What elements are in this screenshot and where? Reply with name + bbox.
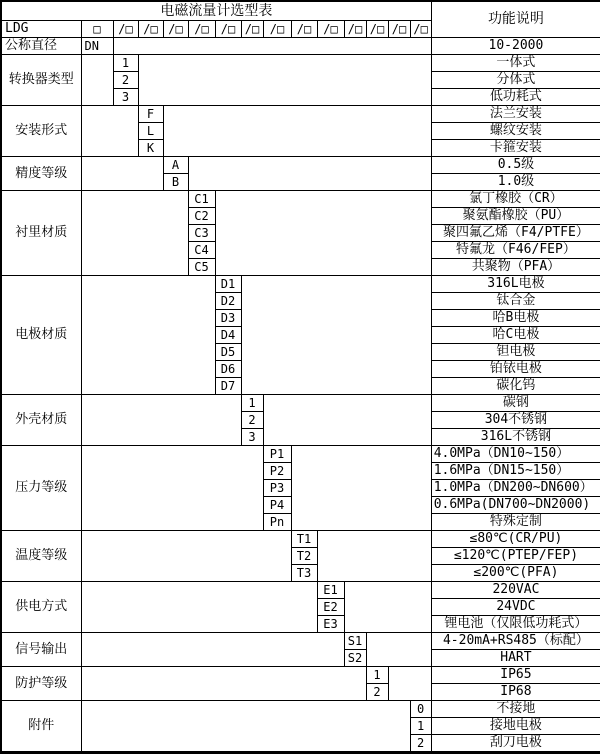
model-slot: /□ bbox=[138, 21, 163, 38]
option-code: C1 bbox=[188, 191, 215, 208]
option-code: P3 bbox=[263, 480, 291, 497]
category-label-electrode: 电极材质 bbox=[1, 276, 81, 395]
model-slot: /□ bbox=[317, 21, 344, 38]
option-desc: ≤80℃(CR/PU) bbox=[431, 531, 600, 548]
option-code: K bbox=[138, 140, 163, 157]
category-label-pressure: 压力等级 bbox=[1, 446, 81, 531]
option-code: 1 bbox=[410, 718, 431, 735]
model-slot: /□ bbox=[113, 21, 138, 38]
option-desc: 碳钢 bbox=[431, 395, 600, 412]
spacer-cell bbox=[188, 157, 431, 191]
option-desc: 0.5级 bbox=[431, 157, 600, 174]
option-code: T2 bbox=[291, 548, 317, 565]
option-code: E2 bbox=[317, 599, 344, 616]
option-desc: 220VAC bbox=[431, 582, 600, 599]
spacer-cell bbox=[81, 106, 138, 157]
spacer-cell bbox=[81, 395, 241, 446]
model-prefix: LDG bbox=[1, 21, 81, 38]
function-column-header: 功能说明 bbox=[431, 1, 600, 38]
category-label-lining: 衬里材质 bbox=[1, 191, 81, 276]
option-desc: 钽电极 bbox=[431, 344, 600, 361]
option-code: E3 bbox=[317, 616, 344, 633]
spacer-cell bbox=[215, 191, 431, 276]
spacer-cell bbox=[113, 38, 431, 55]
model-slot: /□ bbox=[263, 21, 291, 38]
option-code: L bbox=[138, 123, 163, 140]
option-code: B bbox=[163, 174, 188, 191]
option-desc: 特殊定制 bbox=[431, 514, 600, 531]
option-code: Pn bbox=[263, 514, 291, 531]
spacer-cell bbox=[81, 191, 188, 276]
option-desc: IP65 bbox=[431, 667, 600, 684]
option-desc: 1.6MPa（DN15~150） bbox=[431, 463, 600, 480]
option-desc: 24VDC bbox=[431, 599, 600, 616]
option-code: T3 bbox=[291, 565, 317, 582]
option-code: C3 bbox=[188, 225, 215, 242]
option-desc: 卡箍安装 bbox=[431, 140, 600, 157]
option-desc: 铂铱电极 bbox=[431, 361, 600, 378]
option-desc: 316L电极 bbox=[431, 276, 600, 293]
spacer-cell bbox=[138, 55, 431, 106]
option-code: D4 bbox=[215, 327, 241, 344]
option-code: T1 bbox=[291, 531, 317, 548]
option-desc: 1.0MPa（DN200~DN600） bbox=[431, 480, 600, 497]
option-code: F bbox=[138, 106, 163, 123]
model-box: □ bbox=[81, 21, 113, 38]
option-code: 1 bbox=[241, 395, 263, 412]
option-desc: 低功耗式 bbox=[431, 89, 600, 106]
option-desc: 共聚物（PFA） bbox=[431, 259, 600, 276]
spacer-cell bbox=[81, 633, 344, 667]
option-code: D3 bbox=[215, 310, 241, 327]
category-label-housing: 外壳材质 bbox=[1, 395, 81, 446]
option-code: S1 bbox=[344, 633, 366, 650]
option-code: 0 bbox=[410, 701, 431, 718]
option-desc: 1.0级 bbox=[431, 174, 600, 191]
option-code: DN bbox=[81, 38, 113, 55]
option-code: 2 bbox=[366, 684, 388, 701]
option-desc: ≤200℃(PFA) bbox=[431, 565, 600, 582]
option-desc: HART bbox=[431, 650, 600, 667]
spacer-cell bbox=[388, 667, 431, 701]
model-slot: /□ bbox=[366, 21, 388, 38]
spacer-cell bbox=[81, 582, 317, 633]
spacer-cell bbox=[291, 446, 431, 531]
spacer-cell bbox=[81, 446, 263, 531]
option-code: E1 bbox=[317, 582, 344, 599]
spacer-cell bbox=[317, 531, 431, 582]
option-desc: 接地电极 bbox=[431, 718, 600, 735]
model-slot: /□ bbox=[241, 21, 263, 38]
option-desc: IP68 bbox=[431, 684, 600, 701]
option-desc: 聚氨酯橡胶（PU） bbox=[431, 208, 600, 225]
option-desc: 10-2000 bbox=[431, 38, 600, 55]
option-desc: 不接地 bbox=[431, 701, 600, 718]
option-desc: 一体式 bbox=[431, 55, 600, 72]
option-desc: 304不锈钢 bbox=[431, 412, 600, 429]
category-label-installation: 安装形式 bbox=[1, 106, 81, 157]
option-desc: 氯丁橡胶（CR） bbox=[431, 191, 600, 208]
option-desc: 哈C电极 bbox=[431, 327, 600, 344]
option-desc: 法兰安装 bbox=[431, 106, 600, 123]
option-desc: 聚四氟乙烯（F4/PTFE） bbox=[431, 225, 600, 242]
option-code: 3 bbox=[241, 429, 263, 446]
spacer-cell bbox=[81, 276, 215, 395]
spacer-cell bbox=[81, 531, 291, 582]
model-slot: /□ bbox=[215, 21, 241, 38]
model-slot: /□ bbox=[163, 21, 188, 38]
option-code: 3 bbox=[113, 89, 138, 106]
option-code: S2 bbox=[344, 650, 366, 667]
option-code: 2 bbox=[410, 735, 431, 753]
spacer-cell bbox=[263, 395, 431, 446]
spacer-cell bbox=[241, 276, 431, 395]
option-code: D1 bbox=[215, 276, 241, 293]
option-code: C2 bbox=[188, 208, 215, 225]
spacer-cell bbox=[81, 55, 113, 106]
spacer-cell bbox=[81, 701, 410, 753]
spacer-cell bbox=[81, 157, 163, 191]
option-desc: 4.0MPa（DN10~150） bbox=[431, 446, 600, 463]
option-code: 1 bbox=[113, 55, 138, 72]
category-label-diameter: 公称直径 bbox=[1, 38, 81, 55]
option-code: D2 bbox=[215, 293, 241, 310]
category-label-power-supply: 供电方式 bbox=[1, 582, 81, 633]
option-code: 1 bbox=[366, 667, 388, 684]
option-desc: ≤120℃(PTEP/FEP) bbox=[431, 548, 600, 565]
option-desc: 碳化钨 bbox=[431, 378, 600, 395]
category-label-protection: 防护等级 bbox=[1, 667, 81, 701]
table-title: 电磁流量计选型表 bbox=[1, 1, 431, 21]
category-label-accessories: 附件 bbox=[1, 701, 81, 753]
option-code: 2 bbox=[241, 412, 263, 429]
option-code: C5 bbox=[188, 259, 215, 276]
model-slot: /□ bbox=[188, 21, 215, 38]
spacer-cell bbox=[81, 667, 366, 701]
model-slot: /□ bbox=[410, 21, 431, 38]
option-code: P4 bbox=[263, 497, 291, 514]
option-code: C4 bbox=[188, 242, 215, 259]
option-desc: 316L不锈钢 bbox=[431, 429, 600, 446]
option-code: P1 bbox=[263, 446, 291, 463]
model-slot: /□ bbox=[344, 21, 366, 38]
option-desc: 0.6MPa(DN700~DN2000) bbox=[431, 497, 600, 514]
category-label-signal-output: 信号输出 bbox=[1, 633, 81, 667]
option-code: 2 bbox=[113, 72, 138, 89]
option-desc: 刮刀电极 bbox=[431, 735, 600, 753]
option-desc: 分体式 bbox=[431, 72, 600, 89]
category-label-converter-type: 转换器类型 bbox=[1, 55, 81, 106]
option-code: D6 bbox=[215, 361, 241, 378]
option-desc: 哈B电极 bbox=[431, 310, 600, 327]
spacer-cell bbox=[366, 633, 431, 667]
model-slot: /□ bbox=[291, 21, 317, 38]
category-label-accuracy: 精度等级 bbox=[1, 157, 81, 191]
option-desc: 钛合金 bbox=[431, 293, 600, 310]
model-slot: /□ bbox=[388, 21, 410, 38]
option-desc: 特氟龙（F46/FEP） bbox=[431, 242, 600, 259]
option-code: D7 bbox=[215, 378, 241, 395]
option-code: P2 bbox=[263, 463, 291, 480]
spacer-cell bbox=[163, 106, 431, 157]
category-label-temperature: 温度等级 bbox=[1, 531, 81, 582]
option-desc: 螺纹安装 bbox=[431, 123, 600, 140]
option-code: A bbox=[163, 157, 188, 174]
spacer-cell bbox=[344, 582, 431, 633]
option-desc: 锂电池（仅限低功耗式） bbox=[431, 616, 600, 633]
option-code: D5 bbox=[215, 344, 241, 361]
option-desc: 4-20mA+RS485（标配） bbox=[431, 633, 600, 650]
